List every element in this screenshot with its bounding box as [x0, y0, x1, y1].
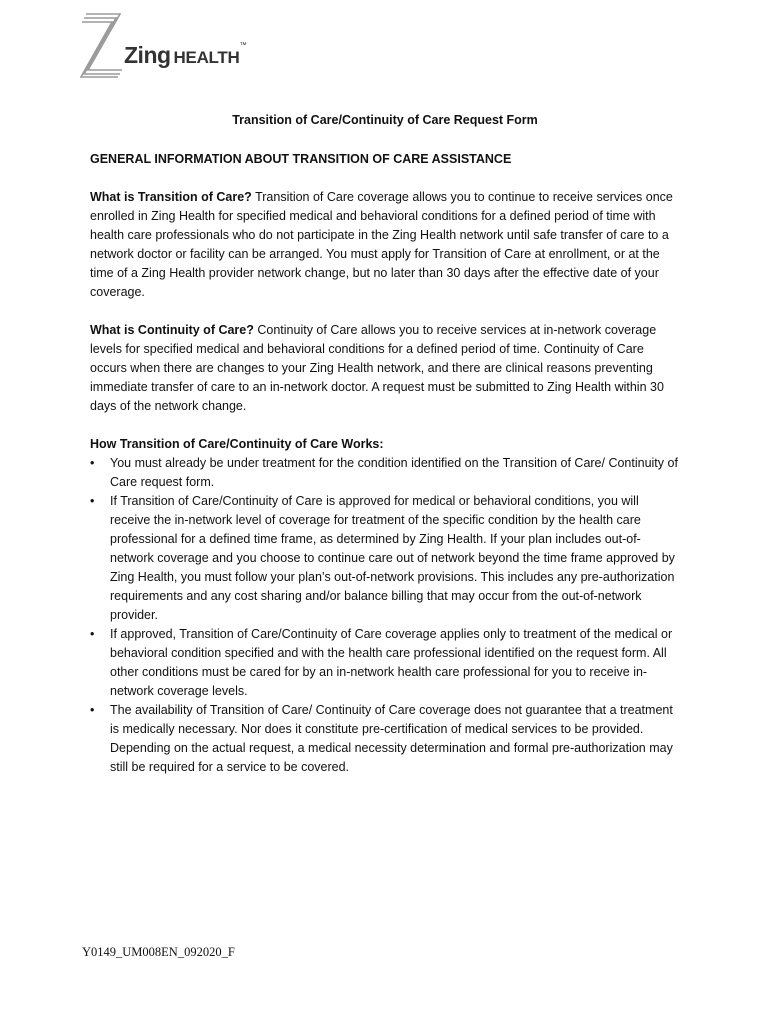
how-it-works-heading: How Transition of Care/Continuity of Care Works:	[90, 437, 384, 451]
list-item	[90, 625, 680, 701]
document-body	[90, 150, 680, 777]
list-item-text: The availability of Transition of Care/ Continuity of Care coverage does not guarantee that a treatment is medically necessary. Nor does it constitute pre-certification of medical services to be provided. Depending on the actual request, a medical necessity determination and formal pre-authorization may still be required for a service to be covered.	[110, 703, 673, 774]
list-item	[90, 454, 680, 492]
coc-paragraph	[90, 321, 680, 416]
general-info-heading: GENERAL INFORMATION ABOUT TRANSITION OF CARE ASSISTANCE	[90, 152, 512, 166]
how-it-works-list	[90, 454, 680, 777]
zing-z-mark-icon	[80, 12, 124, 78]
coc-lead: What is Continuity of Care?	[90, 323, 254, 337]
list-item-text: You must already be under treatment for the condition identified on the Transition of Care/ Continuity of Care request form.	[110, 456, 678, 489]
form-code-footer: Y0149_UM008EN_092020_F	[82, 945, 235, 959]
form-title: Transition of Care/Continuity of Care Request Form	[232, 113, 538, 127]
zing-health-logo	[80, 12, 247, 78]
list-item-text: If Transition of Care/Continuity of Care is approved for medical or behavioral conditions, you will receive the in-network level of coverage for treatment of the specific condition by the health care professional for a defined time frame, as determined by Zing Health. If your plan includes out-of-network coverage and you choose to continue care out of network beyond the time frame approved by Zing Health, you must follow your plan’s out-of-network provisions. This includes any pre-authorization requirements and any cost sharing and/or balance billing that may occur from the out-of-network provider.	[110, 494, 675, 622]
logo-sub: HEALTH	[173, 48, 240, 67]
toc-lead: What is Transition of Care?	[90, 190, 252, 204]
logo-tm: ™	[239, 42, 247, 49]
bullet-icon: •	[90, 494, 95, 508]
list-item	[90, 701, 680, 777]
list-item	[90, 492, 680, 625]
logo-wordmark	[124, 42, 246, 69]
toc-paragraph	[90, 188, 680, 302]
bullet-icon: •	[90, 627, 95, 641]
bullet-icon: •	[90, 703, 95, 717]
logo-brand: Zing	[124, 42, 171, 68]
toc-body: Transition of Care coverage allows you to continue to receive services once enrolled in Zing Health for specified medical and behavioral conditions for a defined period of time with health care professionals who do not participate in the Zing Health network until safe transfer of care to a network doctor or facility can be arranged. You must apply for Transition of Care at enrollment, or at the time of a Zing Health provider network change, but no later than 30 days after the effective date of your coverage.	[90, 190, 673, 299]
bullet-icon: •	[90, 456, 95, 470]
list-item-text: If approved, Transition of Care/Continuity of Care coverage applies only to treatment of the medical or behavioral condition specified and with the health care professional identified on the request form. All other conditions must be cared for by an in-network health care professional for you to receive in-network coverage levels.	[110, 627, 673, 698]
coc-body: Continuity of Care allows you to receive services at in-network coverage levels for specified medical and behavioral conditions for a defined period of time. Continuity of Care occurs when there are changes to your Zing Health network, and there are clinical reasons preventing immediate transfer of care to an in-network doctor. A request must be submitted to Zing Health within 30 days of the network change.	[90, 323, 664, 413]
